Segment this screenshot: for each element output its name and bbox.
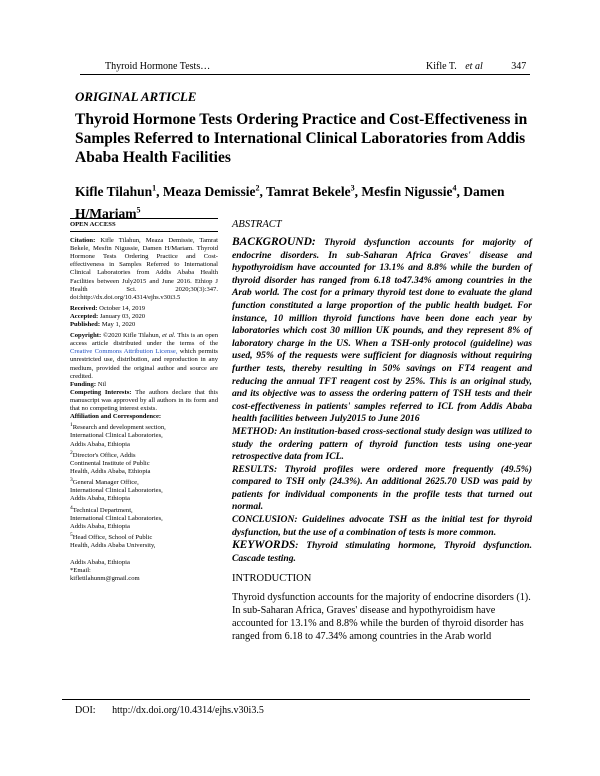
copyright: Copyright: ©2020 Kifle Tilahun, et al. This is an open access article distributed under the terms of the Creative Commons Attribution License, which permits unrestricted use, distribution, and reproduction in any medium, provided the original author and source are credited. <box>70 332 219 380</box>
author: Mesfin Nigussie$^4$, <box>361 183 464 199</box>
footer-doi <box>75 705 264 716</box>
introduction-heading: INTRODUCTION <box>232 573 312 585</box>
email-address[interactable]: kifletilahunm@gmail.com <box>70 574 140 582</box>
main-column <box>232 219 532 643</box>
introduction-text: Thyroid dysfunction accounts for the majority of endocrine disorders (1). In sub-Saharan Africa, Graves' disease and hypothyroidism have accounted for 13.1% and 8.8% while the burden of thyroid disorder has ranged from 6.18 to 47.34% among countries in the Arab world <box>232 592 531 642</box>
author-list <box>75 178 545 223</box>
running-author-name: Kifle T. <box>426 61 457 72</box>
funding: Funding: Nil <box>70 380 107 388</box>
affiliation-heading: Affiliation and Correspondence: <box>70 413 162 421</box>
affiliation: $^1$Research and development section, International Clinical Laboratories, Addis Ababa, Ethiopia <box>70 422 166 448</box>
abstract-background: BACKGROUND: Thyroid dysfunction accounts for majority of endocrine disorders. In sub-Saharan Africa Graves' disease and hypothyroidism have accounted for 13.1% and 8.8% while the burden of thyroid disorder has ranged from 6.18 to47.34% among countries in the Arab world. The cost for a primary thyroid test done to evaluate the gland function constituted a large proportion of the public health budget. For instance, 10 million thyroid functions have been done each year by laboratories which cost 30 million UK pounds, and they represent 8% of laboratory charge in the US. When a TSH-only protocol (guideline) was used, 95% of the requests were sufficient for diagnosis without requiring further tests, thereby resulting in 50% savings on FT4 reagent and reducing the annual TFT reagent cost by 25%. This is an original study, and its objective was to assess the ordering pattern of TSH tests and their cost-effectiveness in patients' samples referred to ICL from Addis Ababa health facilities between July2015 to June 2016 <box>232 236 532 425</box>
citation: Citation: Kifle Tilahun, Meaza Demissie, Tamrat Bekele, Mesfin Nigussie, Damen H/Mariam. Thyroid Hormone Tests Ordering Practice and Cost-effectiveness in Samples Referred to International Clinical Laboratories from Addis Ababa Health Facilities between July2015 and June 2016. Ethiop J Health Sci. 2020;30(3):347. doi:http://dx.doi.org/10.4314/ejhs.v30i3.5 <box>70 237 218 301</box>
page-number: 347 <box>511 61 527 72</box>
article-title: Thyroid Hormone Tests Ordering Practice and Cost-Effectiveness in Samples Referred to International Clinical Laboratories from Addis Ababa Health Facilities <box>75 111 528 166</box>
author: Meaza Demissie$^2$, <box>162 183 267 199</box>
abstract-heading: ABSTRACT <box>232 219 282 230</box>
abstract-results: RESULTS: Thyroid profiles were ordered more frequently (49.5%) compared to TSH only (24.3%). An additional 2625.70 USD was paid by patients for individual components in the profile tests that turned out normal. <box>232 463 532 513</box>
header-rule <box>80 74 530 75</box>
open-access-label: OPEN ACCESS <box>70 218 218 232</box>
published-date: Published: May 1, 2020 <box>70 321 136 329</box>
author: Kifle Tilahun$^1$, <box>75 183 163 199</box>
affiliation: $^2$Director's Office, Addis Continental Institute of Public Health, Addis Ababa, Ethiopia <box>70 449 151 475</box>
doi-link[interactable]: http://dx.doi.org/10.4314/ejhs.v30i3.5 <box>112 705 264 716</box>
received-date: Received: October 14, 2019 <box>70 304 146 312</box>
email-label: *Email: <box>70 566 91 574</box>
license-link[interactable]: Creative Commons Attribution License, <box>70 348 178 356</box>
accepted-date: Accepted: January 03, 2020 <box>70 312 146 320</box>
affiliation: $^5$Head Office, School of Public Health, Addis Ababa University, Addis Ababa, Ethiopia <box>70 532 156 566</box>
competing-interests: Competing Interests: The authors declare that this manuscript was approved by all authors in its form and that no competing interest exists. <box>70 388 219 412</box>
author: Tamrat Bekele$^3$, <box>266 183 362 199</box>
affiliation: $^3$General Manager Office, International Clinical Laboratories, Addis Ababa, Ethiopia <box>70 477 163 503</box>
abstract-method: METHOD: An institution-based cross-sectional study design was utilized to study the ordering pattern of thyroid function tests using one-year retrospective data from ICL. <box>232 425 533 463</box>
abstract-conclusion: CONCLUSION: Guidelines advocate TSH as the initial test for thyroid dysfunction, but the use of a combination of tests is more common. <box>232 514 532 538</box>
section-type: ORIGINAL ARTICLE <box>75 89 197 104</box>
footer-rule <box>62 699 530 700</box>
abstract-body <box>232 236 532 565</box>
article-info-sidebar <box>70 218 218 583</box>
keywords: KEYWORDS: Thyroid stimulating hormone, Thyroid dysfunction. Cascade testing. <box>232 539 532 564</box>
running-author <box>426 61 526 72</box>
running-title: Thyroid Hormone Tests… <box>105 61 211 72</box>
doi-label: DOI: <box>75 705 96 716</box>
affiliation: $^4$Technical Department, International Clinical Laboratories, Addis Ababa, Ethiopia <box>70 504 163 530</box>
running-etal: et al <box>465 61 483 72</box>
author: Damen H/Mariam$^5$ <box>75 183 505 221</box>
